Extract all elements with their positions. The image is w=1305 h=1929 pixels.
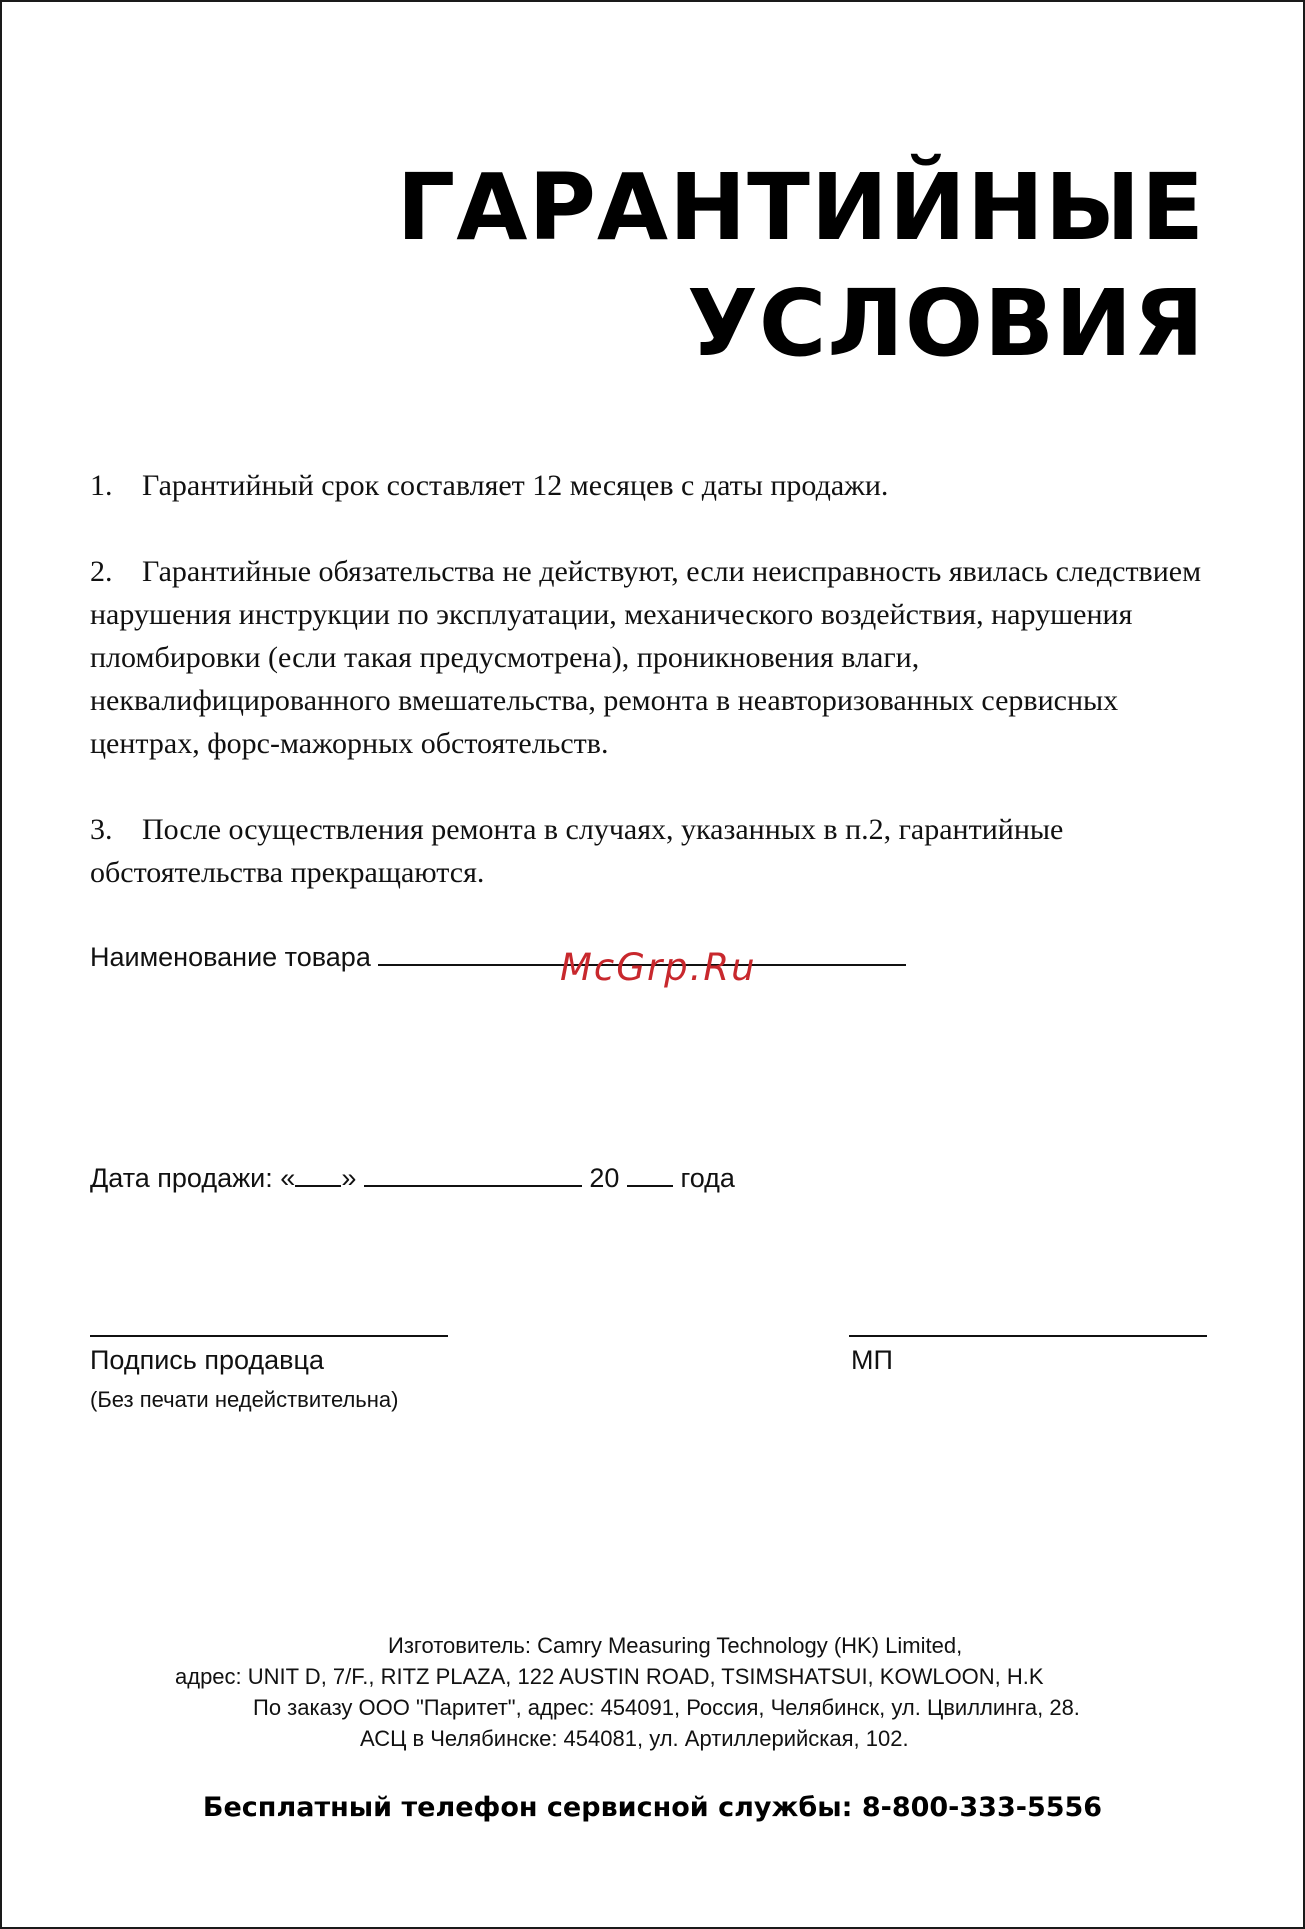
sale-month-blank[interactable] xyxy=(364,1163,582,1187)
title-line-2: УСЛОВИЯ xyxy=(686,270,1205,377)
order-line: По заказу ООО "Паритет", адрес: 454091, Россия, Челябинск, ул. Цвиллинга, 28. xyxy=(253,1695,1080,1720)
term-number: 3. xyxy=(90,813,113,846)
seller-signature-line[interactable] xyxy=(90,1335,448,1337)
sale-date-label: Дата продажи: xyxy=(90,1163,273,1193)
term-number: 1. xyxy=(90,469,113,502)
terms-list xyxy=(90,464,1220,937)
watermark: McGrp.Ru xyxy=(560,946,757,989)
product-name-field xyxy=(90,942,906,973)
term-item xyxy=(90,808,1220,894)
seller-signature-note: (Без печати недействительна) xyxy=(90,1387,399,1412)
seller-signature-label: Подпись продавца xyxy=(90,1345,325,1375)
sale-date-suffix: года xyxy=(680,1163,735,1193)
sale-year-blank[interactable] xyxy=(627,1163,673,1187)
open-quote: « xyxy=(280,1163,296,1193)
title-line-1: ГАРАНТИЙНЫЕ xyxy=(396,154,1205,261)
term-text: После осуществления ремонта в случаях, указанных в п.2, гарантийные обстоятельства прекращаются. xyxy=(90,813,1064,889)
manufacturer-line: Изготовитель: Camry Measuring Technology (HK) Limited, xyxy=(388,1633,963,1658)
stamp-label: МП xyxy=(851,1345,893,1375)
term-item xyxy=(90,464,1220,507)
term-text: Гарантийный срок составляет 12 месяцев с даты продажи. xyxy=(142,469,889,502)
term-number: 2. xyxy=(90,555,113,588)
stamp-line[interactable] xyxy=(849,1335,1207,1337)
product-name-label: Наименование товара xyxy=(90,942,371,972)
sale-date-field xyxy=(90,1163,735,1194)
term-item xyxy=(90,550,1220,765)
sale-year-prefix: 20 xyxy=(589,1163,620,1193)
hotline: Бесплатный телефон сервисной службы: 8-800-333-5556 xyxy=(202,1792,1103,1823)
close-quote: » xyxy=(341,1163,357,1193)
sale-day-blank[interactable] xyxy=(295,1163,341,1187)
term-text: Гарантийные обязательства не действуют, если неисправность явилась следствием нарушения инструкции по эксплуатации, механического воздействия, нарушения пломбировки (если такая предусмотрена), проникновения влаги, неквалифицированного вмешательства, ремонта в неавторизованных сервисных центрах, форс-мажорных обстоятельств. xyxy=(90,555,1202,760)
page-title xyxy=(397,150,1205,382)
address-line: адрес: UNIT D, 7/F., RITZ PLAZA, 122 AUSTIN ROAD, TSIMSHATSUI, KOWLOON, H.K xyxy=(175,1664,1044,1689)
service-center-line: АСЦ в Челябинске: 454081, ул. Артиллерийская, 102. xyxy=(360,1726,909,1751)
